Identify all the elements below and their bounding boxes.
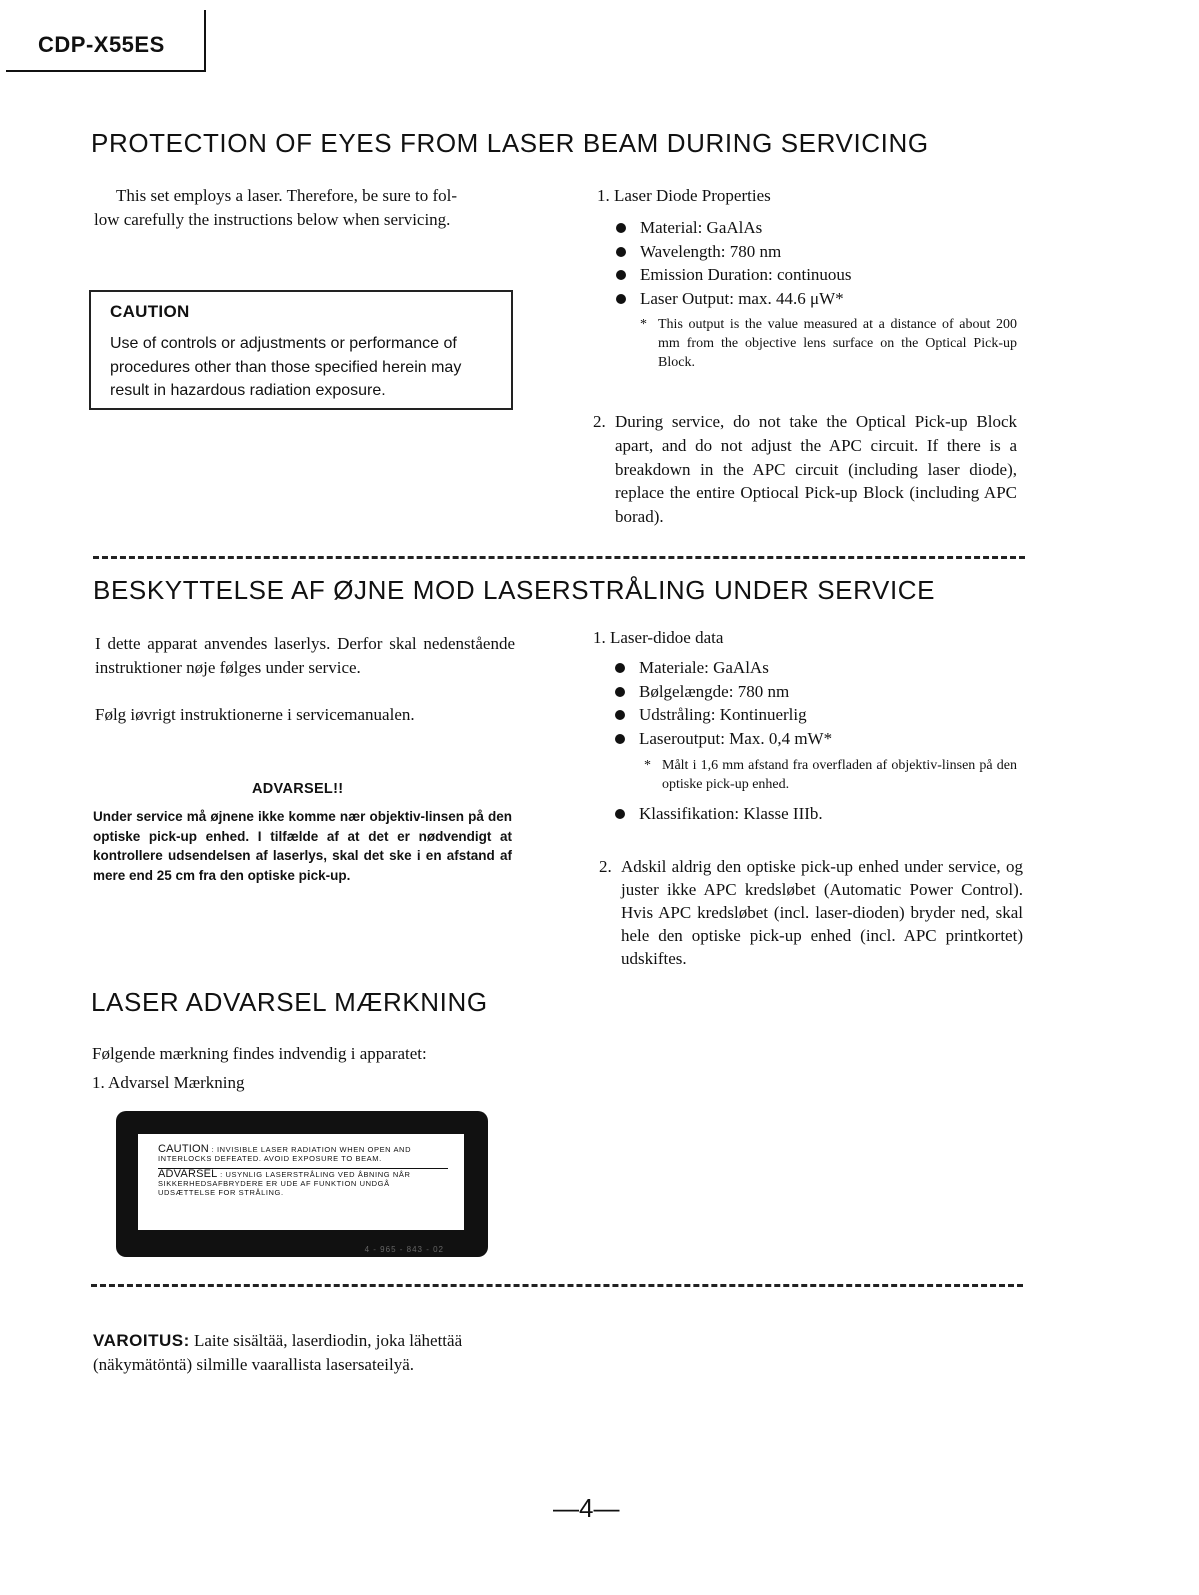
- bullet-icon: [615, 809, 625, 819]
- label-caution-word: CAUTION: [158, 1143, 209, 1155]
- danish-item1-title: 1. Laser-didoe data: [593, 628, 724, 647]
- english-item2: [593, 410, 1017, 529]
- section-divider: [93, 556, 1025, 559]
- property-item: Laser Output: max. 44.6 μW*: [614, 287, 1034, 311]
- bullet-icon: [616, 294, 626, 304]
- warning-label-panel: [138, 1134, 464, 1230]
- item2-text: Adskil aldrig den optiske pick-up enhed under service, og juster ikke APC kredsløbet (Automatic Power Control). Hvis APC kredsløbet (incl. laser-dioden) bryder ned, skal hele den optiske pick-up enhed (incl. APC printkortet) udskiftes.: [621, 857, 1023, 968]
- finnish-warning: [93, 1329, 533, 1377]
- finnish-line1: Laite sisältää, laserdiodin, joka lähettää: [194, 1331, 463, 1350]
- english-intro: [94, 184, 514, 232]
- bullet-icon: [616, 247, 626, 257]
- danish-classification: [613, 802, 1033, 826]
- bullet-icon: [616, 223, 626, 233]
- footnote-star: *: [640, 317, 647, 332]
- danish-warning-title: ADVARSEL!!: [252, 781, 344, 797]
- danish-intro2: Følg iøvrigt instruktionerne i servicemanualen.: [95, 705, 415, 724]
- item2-number: 2.: [599, 857, 612, 876]
- property-item: Wavelength: 780 nm: [614, 240, 1034, 264]
- danish-footnote: [644, 756, 1017, 794]
- caution-box: [89, 290, 513, 410]
- danish-item2: [599, 855, 1023, 970]
- caution-body: Use of controls or adjustments or performance of procedures other than those specified herein may result in hazardous radiation exposure.: [110, 335, 462, 399]
- english-intro-line1: This set employs a laser. Therefore, be sure to fol-: [116, 186, 457, 205]
- property-item: Material: GaAlAs: [614, 216, 1034, 240]
- warning-label-image: [116, 1111, 488, 1257]
- label-advarsel-text: : USYNLIG LASERSTRÅLING VED ÅBNING NÅR SIKKERHEDSAFBRYDERE ER UDE AF FUNKTION UNDGÅ UDSÆTTELSE FOR STRÅLING.: [158, 1170, 411, 1197]
- english-properties-list: [614, 216, 1034, 310]
- label-advarsel-word: ADVARSEL: [158, 1168, 218, 1180]
- bullet-icon: [615, 734, 625, 744]
- english-footnote: [640, 315, 1017, 372]
- footnote-text: This output is the value measured at a distance of about 200 mm from the objective lens surface on the Optical Pick-up Block.: [658, 317, 1017, 370]
- label-caution-line: [158, 1145, 448, 1163]
- danish-intro: I dette apparat anvendes laserlys. Derfor skal nedenstående instruktioner nøje følges under service.: [95, 634, 515, 677]
- marking-intro: Følgende mærkning findes indvendig i apparatet:: [92, 1044, 427, 1063]
- label-part-code: 4 - 965 - 843 - 02: [364, 1245, 444, 1254]
- danish-warning-body: Under service må øjnene ikke komme nær objektiv-linsen på den optiske pick-up enhed. I tilfælde af at det er nødvendigt at kontrollere udsendelsen af laserlys, skal det ske i en afstand af mere end 25 cm fra den optiske pick-up.: [93, 809, 512, 883]
- model-tab: [6, 10, 206, 72]
- page-number: —4—: [553, 1493, 620, 1523]
- finnish-line2: (näkymätöntä) silmille vaarallista lasersateilyä.: [93, 1355, 414, 1374]
- footnote-star: *: [644, 758, 651, 773]
- marking-item1: 1. Advarsel Mærkning: [92, 1073, 245, 1092]
- finnish-label: VAROITUS:: [93, 1331, 190, 1350]
- label-advarsel-line: [158, 1170, 448, 1197]
- danish-properties-list: [613, 656, 1033, 750]
- property-item: Laseroutput: Max. 0,4 mW*: [613, 727, 1033, 751]
- label-caution-text: : INVISIBLE LASER RADIATION WHEN OPEN AND INTERLOCKS DEFEATED. AVOID EXPOSURE TO BEAM.: [158, 1145, 412, 1163]
- footnote-text: Målt i 1,6 mm afstand fra overfladen af objektiv-linsen på den optiske pick-up enhed.: [662, 758, 1017, 792]
- model-number: CDP-X55ES: [38, 32, 165, 57]
- property-item: Materiale: GaAlAs: [613, 656, 1033, 680]
- english-intro-line2: low carefully the instructions below when servicing.: [94, 210, 451, 229]
- property-item: Bølgelængde: 780 nm: [613, 680, 1033, 704]
- marking-heading: LASER ADVARSEL MÆRKNING: [91, 987, 488, 1017]
- property-item: Klassifikation: Klasse IIIb.: [613, 802, 1033, 826]
- danish-heading: BESKYTTELSE AF ØJNE MOD LASERSTRÅLING UNDER SERVICE: [93, 575, 936, 605]
- section-divider: [91, 1284, 1023, 1287]
- bullet-icon: [615, 687, 625, 697]
- english-heading: PROTECTION OF EYES FROM LASER BEAM DURING SERVICING: [91, 128, 929, 158]
- bullet-icon: [616, 270, 626, 280]
- item2-number: 2.: [593, 412, 606, 431]
- english-item1-title: 1. Laser Diode Properties: [597, 186, 771, 205]
- bullet-icon: [615, 710, 625, 720]
- item2-text: During service, do not take the Optical Pick-up Block apart, and do not adjust the APC circuit. If there is a breakdown in the APC circuit (including laser diode), replace the entire Optiocal Pick-up Block (including APC borad).: [615, 412, 1017, 527]
- caution-title: CAUTION: [110, 302, 190, 321]
- bullet-icon: [615, 663, 625, 673]
- property-item: Udstråling: Kontinuerlig: [613, 703, 1033, 727]
- property-item: Emission Duration: continuous: [614, 263, 1034, 287]
